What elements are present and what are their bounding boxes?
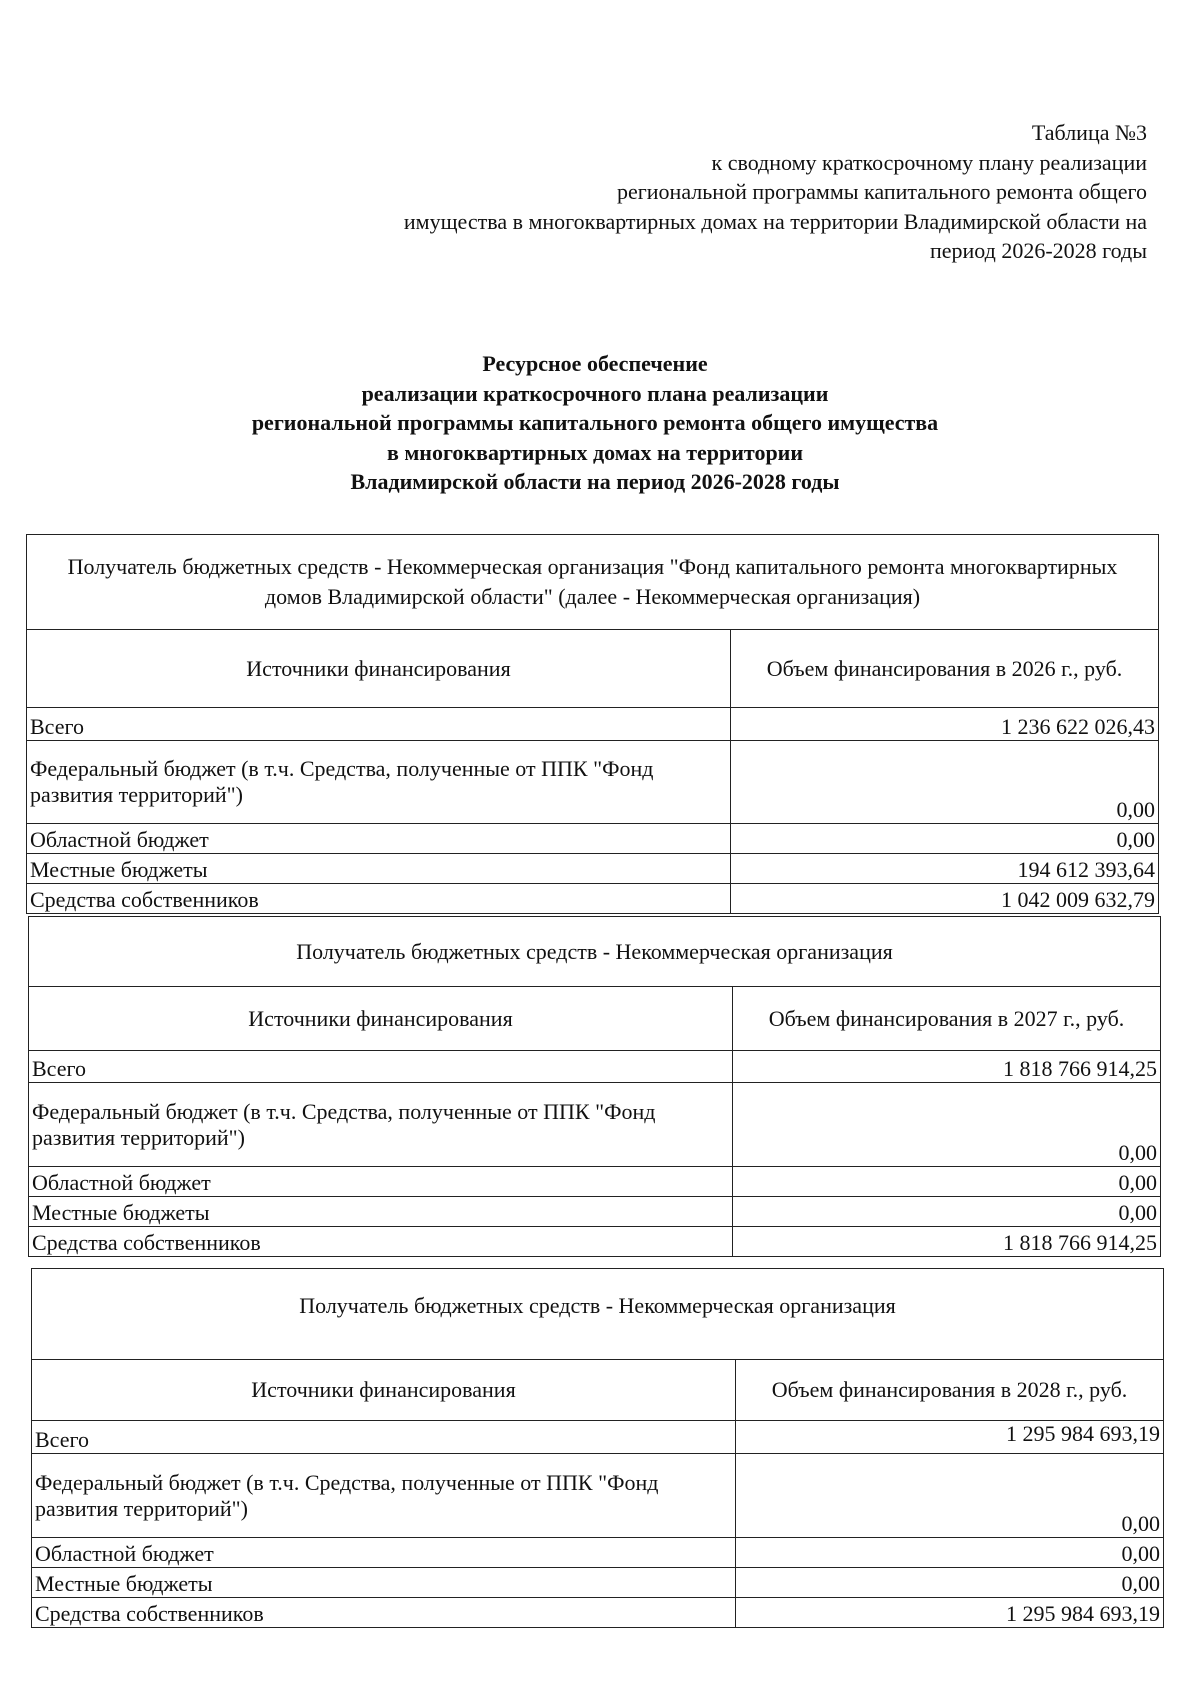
table-row <box>29 1083 1161 1167</box>
row-value: 1 818 766 914,25 <box>733 1051 1161 1083</box>
table-row <box>32 1568 1164 1598</box>
table-row <box>29 1167 1161 1197</box>
table-row <box>29 1051 1161 1083</box>
table-row <box>32 1454 1164 1538</box>
table-row <box>27 741 1159 824</box>
row-label: Всего <box>29 1051 733 1083</box>
row-label: Федеральный бюджет (в т.ч. Средства, полученные от ППК "Фонд развития территорий") <box>29 1083 733 1167</box>
table-row <box>29 1197 1161 1227</box>
row-label: Областной бюджет <box>27 824 731 854</box>
recipient-cell: Получатель бюджетных средств - Некоммерческая организация "Фонд капитального ремонта многоквартирных домов Владимирской области" (далее - Некоммерческая организация) <box>27 535 1159 630</box>
table-row <box>32 1538 1164 1568</box>
column-header-source: Источники финансирования <box>32 1360 736 1421</box>
row-label: Федеральный бюджет (в т.ч. Средства, полученные от ППК "Фонд развития территорий") <box>27 741 731 824</box>
document-title <box>0 349 1190 497</box>
funding-table-2027 <box>28 916 1161 1257</box>
row-label: Местные бюджеты <box>27 854 731 884</box>
attachment-line: период 2026-2028 годы <box>929 238 1147 263</box>
row-value: 1 818 766 914,25 <box>733 1227 1161 1257</box>
row-label: Областной бюджет <box>29 1167 733 1197</box>
table-row <box>27 884 1159 914</box>
attachment-note <box>327 118 1147 266</box>
row-value: 194 612 393,64 <box>731 854 1159 884</box>
row-label: Местные бюджеты <box>32 1568 736 1598</box>
funding-table-2026 <box>26 534 1159 914</box>
title-line: региональной программы капитального ремонта общего имущества <box>251 410 939 435</box>
row-value: 1 042 009 632,79 <box>731 884 1159 914</box>
row-label: Местные бюджеты <box>29 1197 733 1227</box>
row-value: 0,00 <box>736 1454 1164 1538</box>
table-row <box>32 1421 1164 1454</box>
table-row <box>27 824 1159 854</box>
row-label: Средства собственников <box>27 884 731 914</box>
row-label: Средства собственников <box>29 1227 733 1257</box>
row-value: 0,00 <box>731 741 1159 824</box>
funding-table-2028 <box>31 1268 1164 1628</box>
column-header-amount: Объем финансирования в 2028 г., руб. <box>736 1360 1164 1421</box>
row-label: Федеральный бюджет (в т.ч. Средства, полученные от ППК "Фонд развития территорий") <box>32 1454 736 1538</box>
row-label: Средства собственников <box>32 1598 736 1628</box>
row-value: 0,00 <box>733 1197 1161 1227</box>
title-line: реализации краткосрочного плана реализации <box>361 380 829 406</box>
table-row <box>29 1227 1161 1257</box>
row-value: 0,00 <box>733 1083 1161 1167</box>
attachment-line: региональной программы капитального ремонта общего <box>617 179 1147 204</box>
attachment-line: имущества в многоквартирных домах на территории Владимирской области на <box>403 208 1147 234</box>
title-line: в многоквартирных домах на территории <box>386 439 804 465</box>
attachment-line: к сводному краткосрочному плану реализации <box>711 149 1147 175</box>
row-label: Областной бюджет <box>32 1538 736 1568</box>
attachment-line: Таблица №3 <box>1031 120 1147 145</box>
table-row <box>27 708 1159 741</box>
column-header-amount: Объем финансирования в 2026 г., руб. <box>731 630 1159 708</box>
row-value: 1 295 984 693,19 <box>736 1421 1164 1454</box>
recipient-cell: Получатель бюджетных средств - Некоммерческая организация <box>29 917 1161 987</box>
table-row <box>32 1598 1164 1628</box>
table-row <box>27 854 1159 884</box>
row-value: 0,00 <box>736 1538 1164 1568</box>
column-header-amount: Объем финансирования в 2027 г., руб. <box>733 987 1161 1051</box>
title-line: Ресурсное обеспечение <box>482 351 708 376</box>
row-label: Всего <box>27 708 731 741</box>
row-value: 1 236 622 026,43 <box>731 708 1159 741</box>
row-value: 0,00 <box>731 824 1159 854</box>
row-label: Всего <box>32 1421 736 1454</box>
column-header-source: Источники финансирования <box>27 630 731 708</box>
row-value: 1 295 984 693,19 <box>736 1598 1164 1628</box>
column-header-source: Источники финансирования <box>29 987 733 1051</box>
title-line: Владимирской области на период 2026-2028 годы <box>350 469 840 494</box>
row-value: 0,00 <box>733 1167 1161 1197</box>
recipient-cell: Получатель бюджетных средств - Некоммерческая организация <box>32 1269 1164 1360</box>
row-value: 0,00 <box>736 1568 1164 1598</box>
